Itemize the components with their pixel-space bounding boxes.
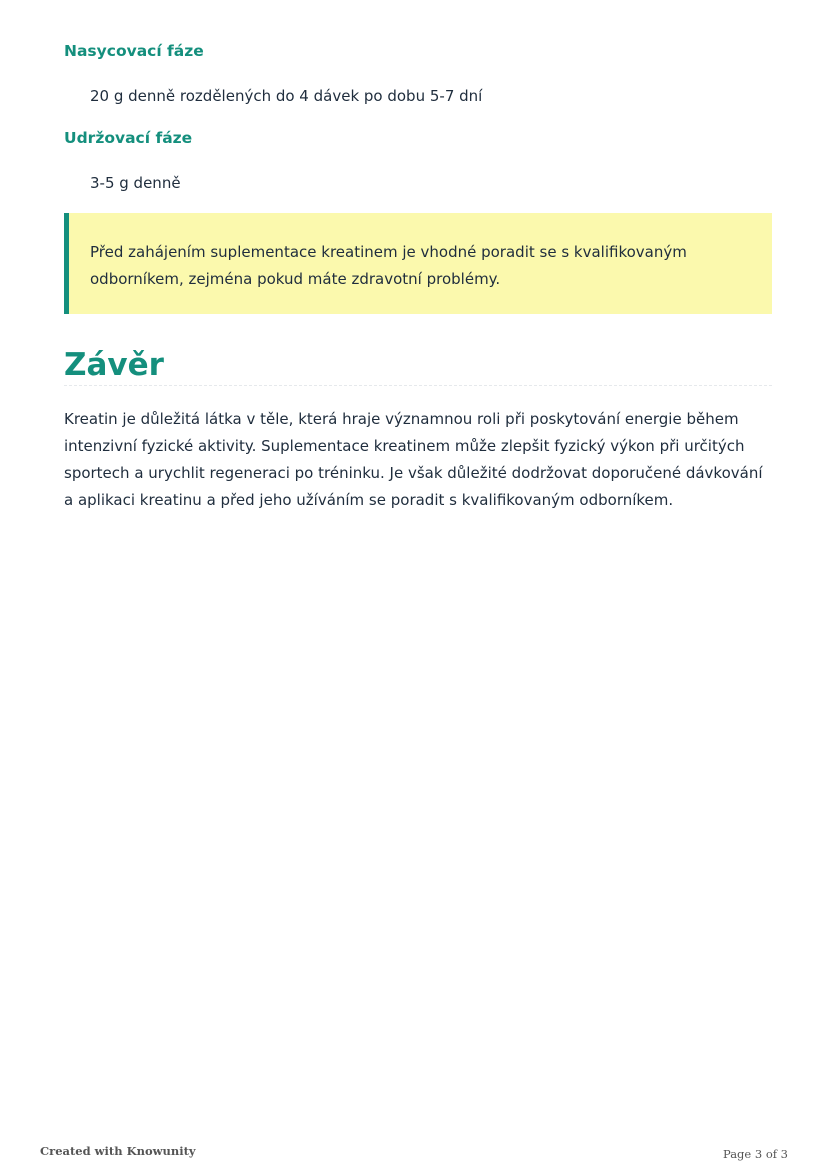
maintenance-phase-title: Udržovací fáze — [64, 129, 193, 147]
footer-page-indicator: Page 3 of 3 — [722, 1147, 788, 1161]
footer-created-with: Created with Knowunity — [40, 1144, 196, 1158]
maintenance-phase-text: 3-5 g denně — [90, 174, 181, 192]
advice-callout — [64, 213, 772, 314]
heading-divider — [64, 385, 772, 386]
loading-phase-text: 20 g denně rozdělených do 4 dávek po dobu 5-7 dní — [90, 87, 483, 105]
advice-callout-text: Před zahájením suplementace kreatinem je vhodné poradit se s kvalifikovaným odborníkem, zejména pokud máte zdravotní problémy. — [90, 243, 687, 288]
loading-phase-title: Nasycovací fáze — [64, 42, 204, 60]
conclusion-heading: Závěr — [64, 347, 164, 383]
conclusion-paragraph: Kreatin je důležitá látka v těle, která hraje významnou roli při poskytování energie během intenzivní fyzické aktivity. Suplementace kreatinem může zlepšit fyzický výkon při určitých sportech a urychlit regeneraci po tréninku. Je však důležité dodržovat doporučené dávkování a aplikaci kreatinu a před jeho užíváním se poradit s kvalifikovaným odborníkem. — [64, 410, 763, 509]
